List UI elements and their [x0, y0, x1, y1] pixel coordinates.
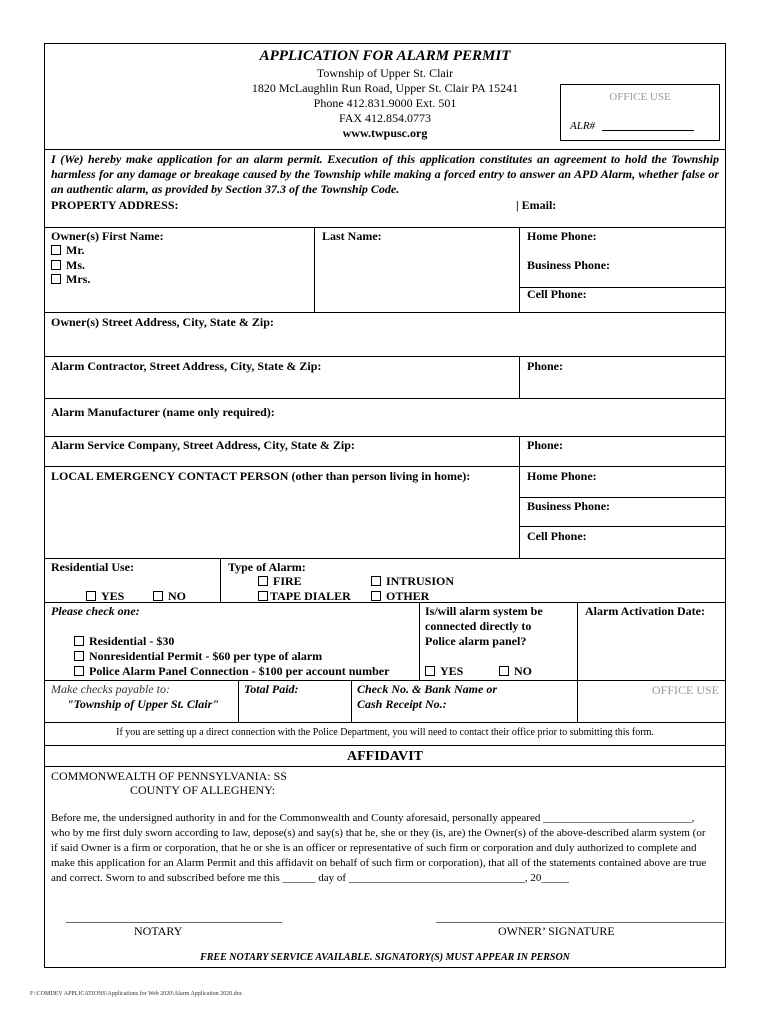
alr-label: ALR#: [570, 120, 596, 132]
salutation-mr[interactable]: Mr.: [51, 243, 85, 258]
business-phone-label: Business Phone:: [527, 258, 611, 272]
connected-yes[interactable]: YES: [425, 664, 463, 679]
email-label: | Email:: [516, 198, 557, 212]
alarm-contractor-label: Alarm Contractor, Street Address, City, State & Zip:: [51, 359, 322, 373]
header-line: Phone 412.831.9000 Ext. 501: [313, 96, 457, 110]
fee-panel-connection[interactable]: Police Alarm Panel Connection - $100 per account number: [74, 664, 389, 679]
residential-yes[interactable]: YES: [86, 589, 124, 604]
last-name-label: Last Name:: [322, 229, 382, 243]
header-line: Township of Upper St. Clair: [316, 66, 454, 80]
rule: [351, 680, 352, 722]
owner-street-label: Owner(s) Street Address, City, State & Zip:: [51, 315, 274, 329]
emergency-business-phone-label: Business Phone:: [527, 499, 611, 513]
rule: [44, 466, 726, 467]
office-use-label: OFFICE USE: [609, 91, 671, 103]
affidavit-line: and correct. Sworn to and subscribed before me this ______ day of ________________________________, 20_____: [51, 872, 569, 884]
type-of-alarm-label: Type of Alarm:: [228, 560, 306, 574]
checkbox[interactable]: [74, 666, 84, 676]
notary-label: NOTARY: [134, 924, 183, 938]
form-title: APPLICATION FOR ALARM PERMIT: [259, 48, 511, 64]
activation-date-label: Alarm Activation Date:: [585, 604, 705, 618]
rule: [44, 722, 726, 723]
affidavit-line: make this application for an Alarm Permit and this affidavit on behalf of such firm or corporation), that all of the statements contained above are true: [51, 857, 707, 869]
total-paid-label: Total Paid:: [244, 682, 299, 696]
service-phone-label: Phone:: [527, 438, 563, 452]
affidavit-line: who by me first duly sworn according to law, depose(s) and say(s) that he, she or they (is, are) the Owner(s) of the above-described alarm system (or: [51, 827, 706, 839]
direct-connection-note: If you are setting up a direct connection with the Police Department, you will need to contact their office prior to submitting this form.: [116, 727, 654, 738]
rule: [44, 149, 726, 150]
alarm-tape-dialer[interactable]: TAPE DIALER: [258, 589, 351, 604]
frame-bottom: [44, 967, 726, 968]
checkbox[interactable]: [425, 666, 435, 676]
rule: [519, 526, 726, 527]
alarm-fire[interactable]: FIRE: [258, 574, 302, 589]
header-line: FAX 412.854.0773: [338, 111, 432, 125]
salutation-ms[interactable]: Ms.: [51, 258, 85, 273]
emergency-home-phone-label: Home Phone:: [527, 469, 597, 483]
rule: [44, 766, 726, 767]
rule: [220, 558, 221, 602]
rule: [519, 436, 520, 558]
rule: [44, 558, 726, 559]
alarm-manufacturer-label: Alarm Manufacturer (name only required):: [51, 405, 275, 419]
alarm-service-label: Alarm Service Company, Street Address, City, State & Zip:: [51, 438, 355, 452]
frame-top: [44, 43, 726, 44]
checkbox[interactable]: [51, 245, 61, 255]
make-checks-label: Make checks payable to:: [51, 682, 170, 696]
owner-first-name-label: Owner(s) First Name:: [51, 229, 164, 243]
payee: "Township of Upper St. Clair": [67, 697, 219, 711]
checkbox[interactable]: [86, 591, 96, 601]
frame-right: [725, 43, 726, 968]
commonwealth-label: COMMONWEALTH OF PENNSYLVANIA: SS: [51, 769, 287, 783]
notary-signature-line[interactable]: ____________________________________: [66, 910, 282, 924]
file-path-footer: F:\COMDEV APPLICATIONS\Applications for Web 2020\Alarm Application 2020.doc: [30, 991, 243, 997]
emergency-contact-label: LOCAL EMERGENCY CONTACT PERSON (other than person living in home):: [51, 469, 471, 483]
checkbox[interactable]: [74, 651, 84, 661]
owner-signature-line[interactable]: ________________________________________________: [436, 910, 724, 924]
fee-nonresidential[interactable]: Nonresidential Permit - $60 per type of alarm: [74, 649, 322, 664]
checkbox[interactable]: [153, 591, 163, 601]
rule: [314, 227, 315, 312]
frame-left: [44, 43, 45, 968]
rule: [419, 602, 420, 680]
rule: [44, 398, 726, 399]
header-address: [200, 66, 570, 141]
affidavit-line: if said Owner is a firm or corporation, that he or she is an officer or representative of such firm or corporation and duly authorized to complete and: [51, 842, 697, 854]
header-line: 1820 McLaughlin Run Road, Upper St. Clair PA 15241: [251, 81, 519, 95]
rule: [577, 680, 578, 722]
check-no-label: Check No. & Bank Name or: [357, 682, 498, 696]
county-label: COUNTY OF ALLEGHENY:: [130, 783, 276, 797]
please-check-label: Please check one:: [51, 604, 140, 618]
checkbox[interactable]: [499, 666, 509, 676]
property-address-label: PROPERTY ADDRESS:: [51, 198, 179, 212]
rule: [44, 436, 726, 437]
cell-phone-label: Cell Phone:: [527, 287, 587, 301]
checkbox[interactable]: [51, 260, 61, 270]
checkbox[interactable]: [258, 576, 268, 586]
alr-field[interactable]: [602, 130, 694, 131]
affidavit-line: Before me, the undersigned authority in and for the Commonwealth and County aforesaid, personally appeared ___________________________,: [51, 812, 695, 824]
rule: [44, 680, 726, 681]
cash-receipt-label: Cash Receipt No.:: [357, 697, 447, 711]
connected-no[interactable]: NO: [499, 664, 532, 679]
alarm-intrusion[interactable]: INTRUSION: [371, 574, 454, 589]
question-line: Police alarm panel?: [425, 634, 527, 648]
website: www.twpusc.org: [342, 126, 428, 140]
checkbox[interactable]: [258, 591, 268, 601]
office-use-payment-label: OFFICE USE: [652, 683, 720, 697]
home-phone-label: Home Phone:: [527, 229, 597, 243]
rule: [44, 356, 726, 357]
free-notary-note: FREE NOTARY SERVICE AVAILABLE. SIGNATORY(S) MUST APPEAR IN PERSON: [200, 952, 570, 963]
rule: [238, 680, 239, 722]
rule: [519, 227, 520, 312]
residential-use-label: Residential Use:: [51, 560, 134, 574]
salutation-mrs[interactable]: Mrs.: [51, 272, 90, 287]
rule: [44, 227, 726, 228]
emergency-cell-phone-label: Cell Phone:: [527, 529, 587, 543]
rule: [577, 602, 578, 680]
question-line: Is/will alarm system be: [425, 604, 543, 618]
connected-question: [425, 604, 543, 649]
affidavit-title: AFFIDAVIT: [347, 749, 423, 764]
checkbox[interactable]: [371, 576, 381, 586]
contractor-phone-label: Phone:: [527, 359, 563, 373]
owner-signature-label: OWNER’ SIGNATURE: [498, 924, 615, 938]
rule: [519, 356, 520, 398]
rule: [44, 312, 726, 313]
checkbox[interactable]: [51, 274, 61, 284]
question-line: connected directly to: [425, 619, 532, 633]
rule: [44, 745, 726, 746]
checkbox[interactable]: [371, 591, 381, 601]
checkbox[interactable]: [74, 636, 84, 646]
alarm-other[interactable]: OTHER: [371, 589, 429, 604]
office-use-box: [560, 84, 720, 141]
affidavit-body: [51, 811, 721, 886]
intro-statement: I (We) hereby make application for an alarm permit. Execution of this application constitutes an agreement to hold the Township harmless for any damage or breakage caused by the Township while making a forced entry to answer an APD Alarm, whether false or an authentic alarm, as provided by Section 37.3 of the Township Code.: [51, 152, 719, 196]
fee-residential[interactable]: Residential - $30: [74, 634, 174, 649]
residential-no[interactable]: NO: [153, 589, 186, 604]
rule: [519, 497, 726, 498]
